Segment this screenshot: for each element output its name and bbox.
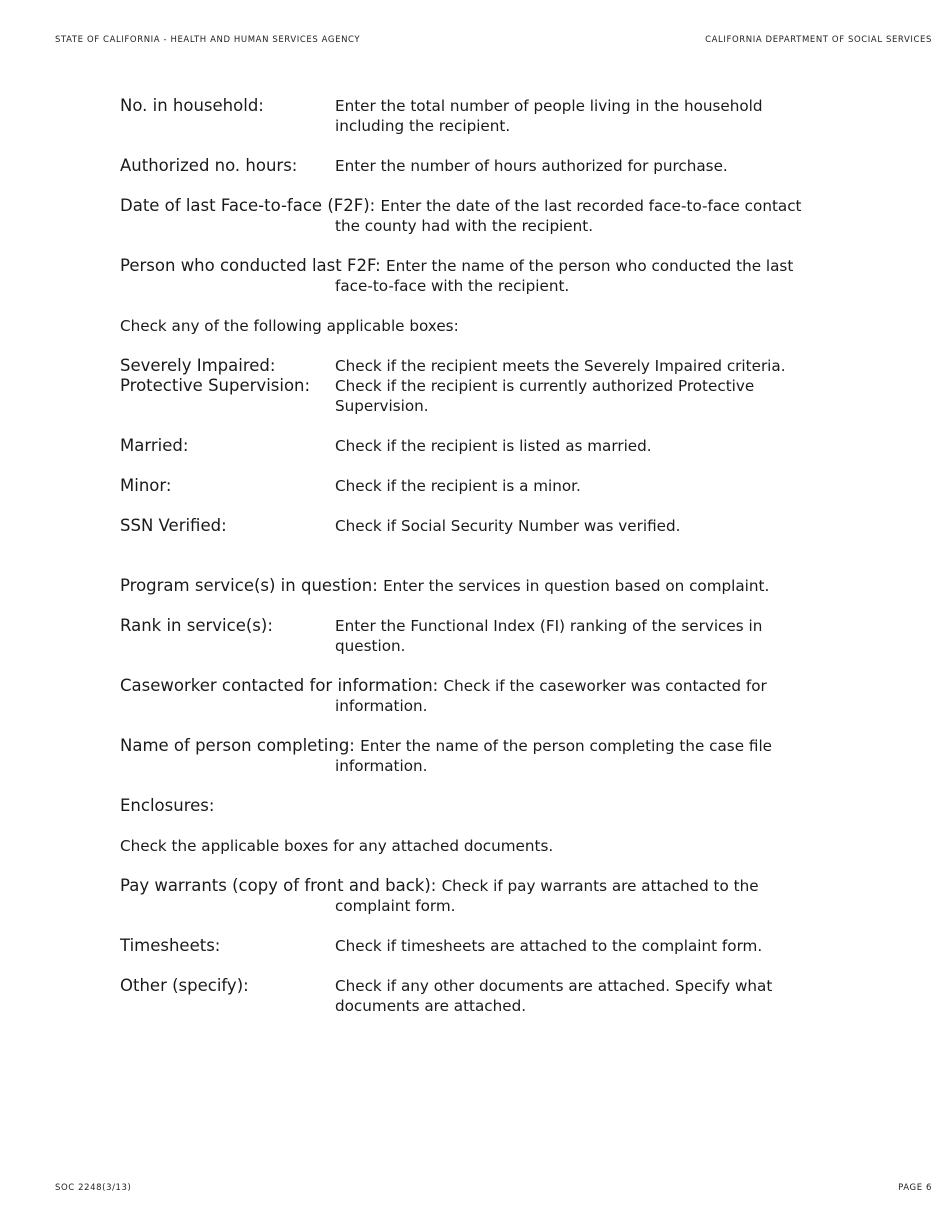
entry-pay-warrants [120, 876, 820, 916]
entry-person-conducted-f2f [120, 256, 820, 296]
entry-description: Check if timesheets are attached to the complaint form. [335, 937, 763, 955]
entry-description: Check if Social Security Number was verified. [335, 517, 681, 535]
entry-married [120, 436, 820, 456]
entry-authorized-hours [120, 156, 820, 176]
entry-description: Check if the caseworker was contacted for information. [335, 677, 767, 715]
entry-term: Other (specify): [120, 976, 249, 995]
entry-date-last-f2f [120, 196, 820, 236]
entry-term: Married: [120, 436, 189, 455]
form-number: SOC 2248(3/13) [55, 1183, 132, 1193]
header-agency: STATE OF CALIFORNIA - HEALTH AND HUMAN SERVICES AGENCY [55, 35, 361, 45]
entry-term: Timesheets: [120, 936, 221, 955]
entry-ssn-verified [120, 516, 820, 536]
entry-description: Check if the recipient is listed as married. [335, 437, 652, 455]
entry-caseworker-contacted [120, 676, 820, 716]
entry-term: Severely Impaired: [120, 356, 276, 375]
entry-protective-supervision [120, 376, 820, 416]
entry-term: No. in household: [120, 96, 264, 115]
entry-term: Person who conducted last F2F: [120, 256, 381, 275]
entry-minor [120, 476, 820, 496]
entry-description: Enter the name of the person who conducted the last face-to-face with the recipient. [335, 257, 794, 295]
entry-description: Check if any other documents are attached. Specify what documents are attached. [335, 977, 773, 1015]
entry-timesheets [120, 936, 820, 956]
entry-term: Authorized no. hours: [120, 156, 298, 175]
entry-description: Check if the recipient is currently authorized Protective Supervision. [335, 377, 755, 415]
entry-term: Rank in service(s): [120, 616, 273, 635]
enclosures-instruction: Check the applicable boxes for any attached documents. [120, 837, 554, 855]
enclosures-heading: Enclosures: [120, 796, 215, 815]
entry-description: Check if the recipient is a minor. [335, 477, 581, 495]
entry-rank-in-services [120, 616, 820, 656]
entry-severely-impaired [120, 356, 820, 376]
header-department: CALIFORNIA DEPARTMENT OF SOCIAL SERVICES [705, 35, 932, 45]
entry-term: Minor: [120, 476, 172, 495]
entry-description: Enter the total number of people living in the household including the recipient. [335, 97, 763, 135]
entry-term: Caseworker contacted for information: [120, 676, 439, 695]
entry-name-person-completing [120, 736, 820, 776]
entry-description: Enter the Functional Index (FI) ranking of the services in question. [335, 617, 763, 655]
entry-no-in-household [120, 96, 820, 136]
entry-term: SSN Verified: [120, 516, 227, 535]
entry-description: Enter the name of the person completing the case file information. [335, 737, 773, 775]
entry-description: Check if the recipient meets the Severely Impaired criteria. [335, 357, 786, 375]
entry-description: Enter the number of hours authorized for purchase. [335, 157, 728, 175]
check-boxes-instruction: Check any of the following applicable boxes: [120, 317, 459, 335]
entry-term: Date of last Face-to-face (F2F): [120, 196, 376, 215]
entry-description: Enter the services in question based on complaint. [383, 577, 770, 595]
entry-description: Check if pay warrants are attached to the complaint form. [335, 877, 759, 915]
entry-description: Enter the date of the last recorded face-to-face contact the county had with the recipient. [335, 197, 802, 235]
entry-term: Protective Supervision: [120, 376, 311, 395]
entry-program-services [120, 576, 820, 596]
instructions-body [120, 96, 820, 1016]
entry-term: Program service(s) in question: [120, 576, 378, 595]
page-number: PAGE 6 [898, 1183, 932, 1193]
entry-term: Name of person completing: [120, 736, 355, 755]
entry-other-specify [120, 976, 820, 1016]
entry-term: Pay warrants (copy of front and back): [120, 876, 437, 895]
